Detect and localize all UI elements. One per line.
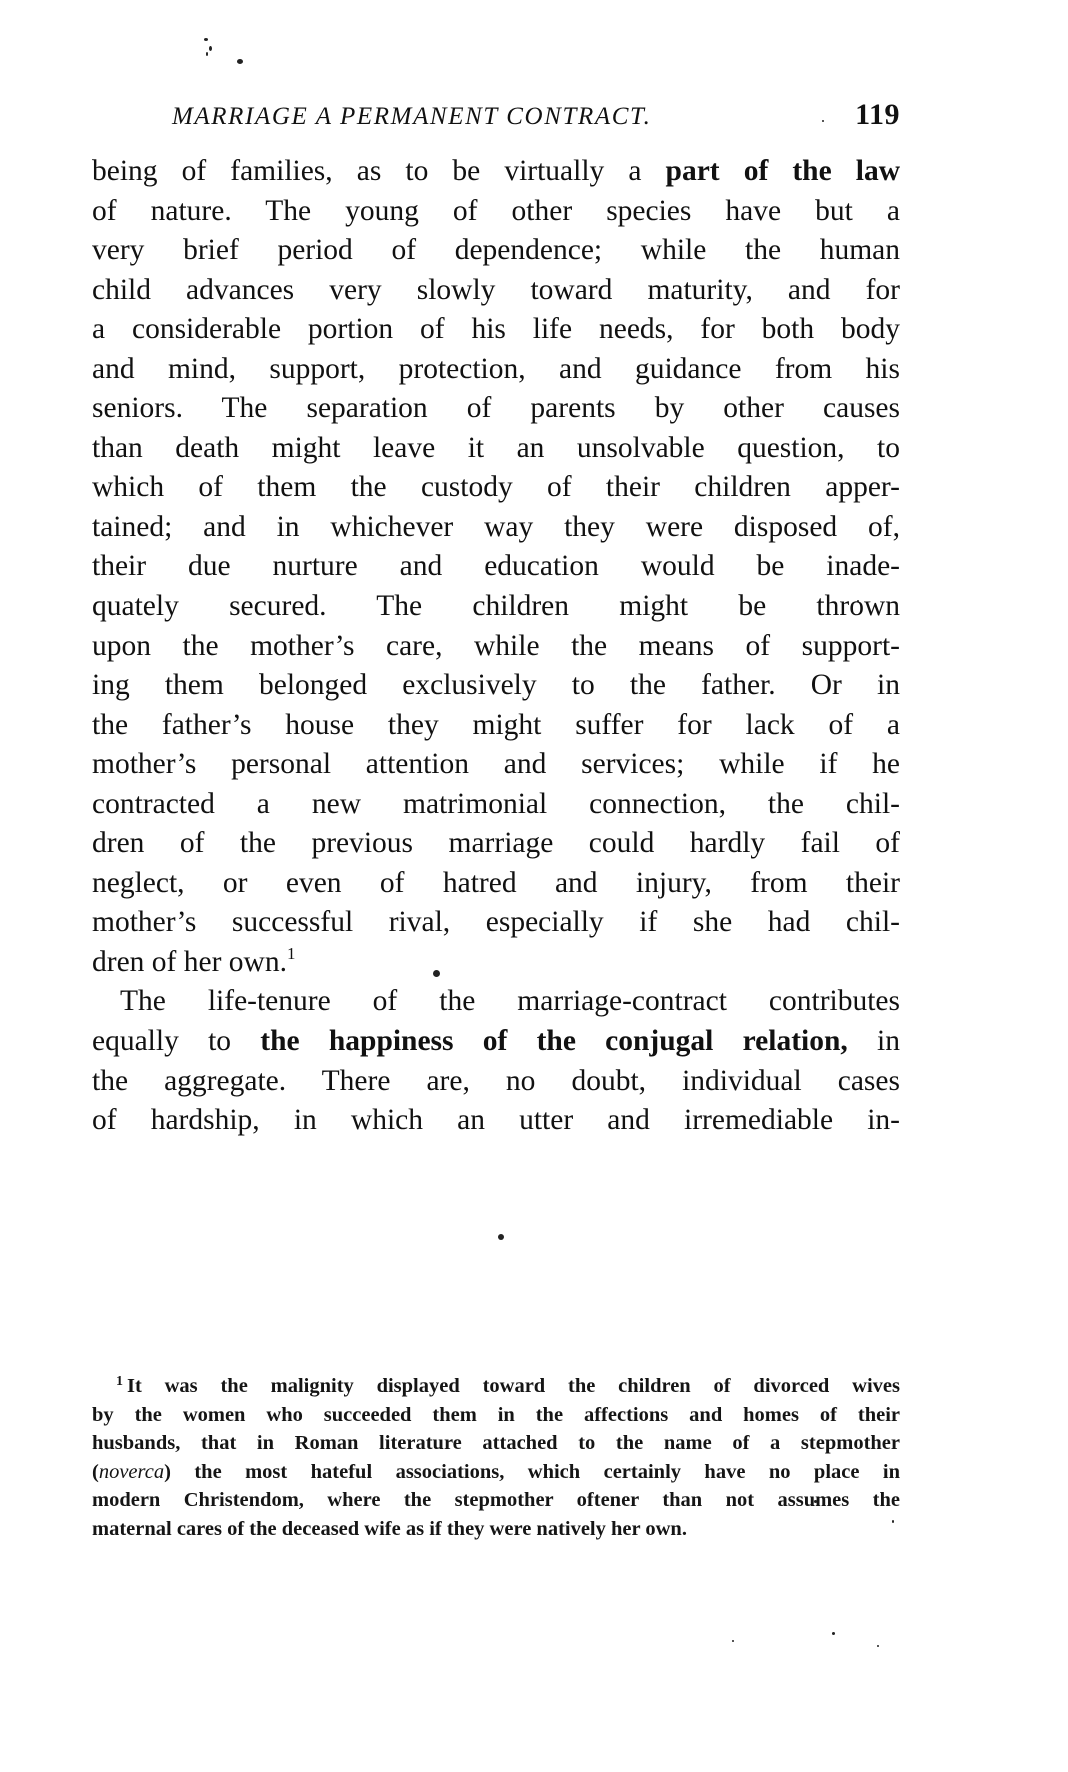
text-line — [92, 943, 900, 983]
text-line — [92, 824, 900, 864]
text-fragment: the aggregate. There are, no doubt, individual cases — [92, 1064, 900, 1097]
footnote-fragment: ) the most hateful associations, which certainly have no place in — [164, 1460, 900, 1483]
text-line — [92, 192, 900, 232]
text-line — [92, 587, 900, 627]
text-fragment: very brief period of dependence; while the human — [92, 234, 900, 267]
text-line — [92, 310, 900, 350]
page-number: 119 — [855, 98, 900, 131]
text-line — [92, 468, 900, 508]
text-line — [92, 1062, 900, 1102]
text-line — [92, 152, 900, 192]
text-line — [92, 231, 900, 271]
text-fragment: upon the mother’s care, while the means of support- — [92, 629, 900, 662]
bold-text-fragment: part of the law — [665, 155, 900, 187]
footnote-fragment: It was the malignity displayed toward the children of divorced wives — [127, 1375, 900, 1397]
footnote-line — [92, 1372, 900, 1401]
text-fragment: their due nurture and education would be inade- — [92, 550, 900, 583]
text-fragment: of nature. The young of other species have but a — [92, 194, 900, 227]
text-line — [92, 785, 900, 825]
text-line — [92, 271, 900, 311]
footnote-fragment: husbands, that in Roman literature attached to the name of a stepmother — [92, 1432, 900, 1454]
footnote-fragment: by the women who succeeded them in the affections and homes of their — [92, 1403, 900, 1426]
text-fragment: seniors. The separation of parents by other causes — [92, 392, 900, 425]
text-line — [92, 706, 900, 746]
text-fragment: dren of her own. — [92, 945, 287, 978]
text-fragment: in — [847, 1025, 900, 1058]
text-fragment: a considerable portion of his life needs, for both body — [92, 313, 900, 346]
text-line — [92, 864, 900, 904]
text-line — [92, 429, 900, 469]
text-fragment: dren of the previous marriage could hardly fail of — [92, 827, 900, 860]
text-fragment: the father’s house they might suffer for lack of a — [92, 708, 900, 741]
text-line — [92, 627, 900, 667]
text-fragment: which of them the custody of their children apper- — [92, 471, 900, 504]
scan-speck — [732, 1640, 734, 1642]
text-line — [92, 666, 900, 706]
footnote-line — [92, 1486, 900, 1515]
scan-speck — [204, 38, 208, 41]
text-line — [92, 903, 900, 943]
scan-speck — [237, 59, 243, 64]
footnote-line — [92, 1401, 900, 1430]
footnote-line — [92, 1429, 900, 1458]
text-line — [92, 389, 900, 429]
text-fragment: ing them belonged exclusively to the father. Or in — [92, 669, 900, 702]
text-fragment: mother’s personal attention and services; while if he — [92, 748, 900, 781]
footnote-line — [92, 1515, 900, 1544]
body-text — [92, 152, 900, 1141]
footnote-fragment: ( — [92, 1460, 99, 1483]
scan-speck — [209, 46, 212, 51]
text-line — [92, 982, 900, 1022]
text-line — [92, 350, 900, 390]
footnote-fragment: maternal cares of the deceased wife as if they were natively her own. — [92, 1517, 687, 1540]
footnote-line — [92, 1458, 900, 1487]
text-fragment: The life-tenure of the marriage-contract contributes — [120, 985, 900, 1018]
text-fragment: contracted a new matrimonial connection, the chil- — [92, 787, 900, 820]
scan-speck — [206, 52, 208, 56]
text-line — [92, 547, 900, 587]
text-fragment: quately secured. The children might be thrown — [92, 590, 900, 623]
scan-speck — [832, 1632, 835, 1635]
text-fragment: of hardship, in which an utter and irremediable in- — [92, 1104, 900, 1137]
italic-term: noverca — [98, 1460, 165, 1483]
bold-text-fragment: the happiness of the conjugal relation, — [260, 1025, 848, 1058]
text-line — [92, 508, 900, 548]
text-fragment: neglect, or even of hatred and injury, from their — [92, 866, 900, 899]
footnote-fragment: modern Christendom, where the stepmother oftener than not assumes the — [92, 1489, 900, 1511]
text-line — [92, 745, 900, 785]
text-fragment: and mind, support, protection, and guidance from his — [92, 352, 900, 385]
footnote-reference[interactable]: 1 — [286, 943, 296, 963]
text-fragment: mother’s successful rival, especially if she had chil- — [92, 906, 900, 939]
text-line — [92, 1101, 900, 1141]
text-fragment: equally to — [92, 1025, 261, 1058]
text-line — [92, 1022, 900, 1062]
footnote — [92, 1372, 900, 1543]
running-header — [172, 98, 900, 138]
scan-speck — [498, 1234, 504, 1240]
text-fragment: tained; and in whichever way they were disposed of, — [92, 510, 900, 543]
text-fragment: child advances very slowly toward maturity, and for — [92, 273, 900, 306]
running-title: MARRIAGE A PERMANENT CONTRACT. — [172, 103, 652, 130]
book-page — [92, 0, 900, 1772]
text-fragment: being of families, as to be virtually a — [92, 155, 666, 187]
footnote-marker: 1 — [116, 1374, 123, 1389]
scan-speck — [877, 1645, 879, 1647]
text-fragment: than death might leave it an unsolvable question, to — [92, 431, 900, 464]
